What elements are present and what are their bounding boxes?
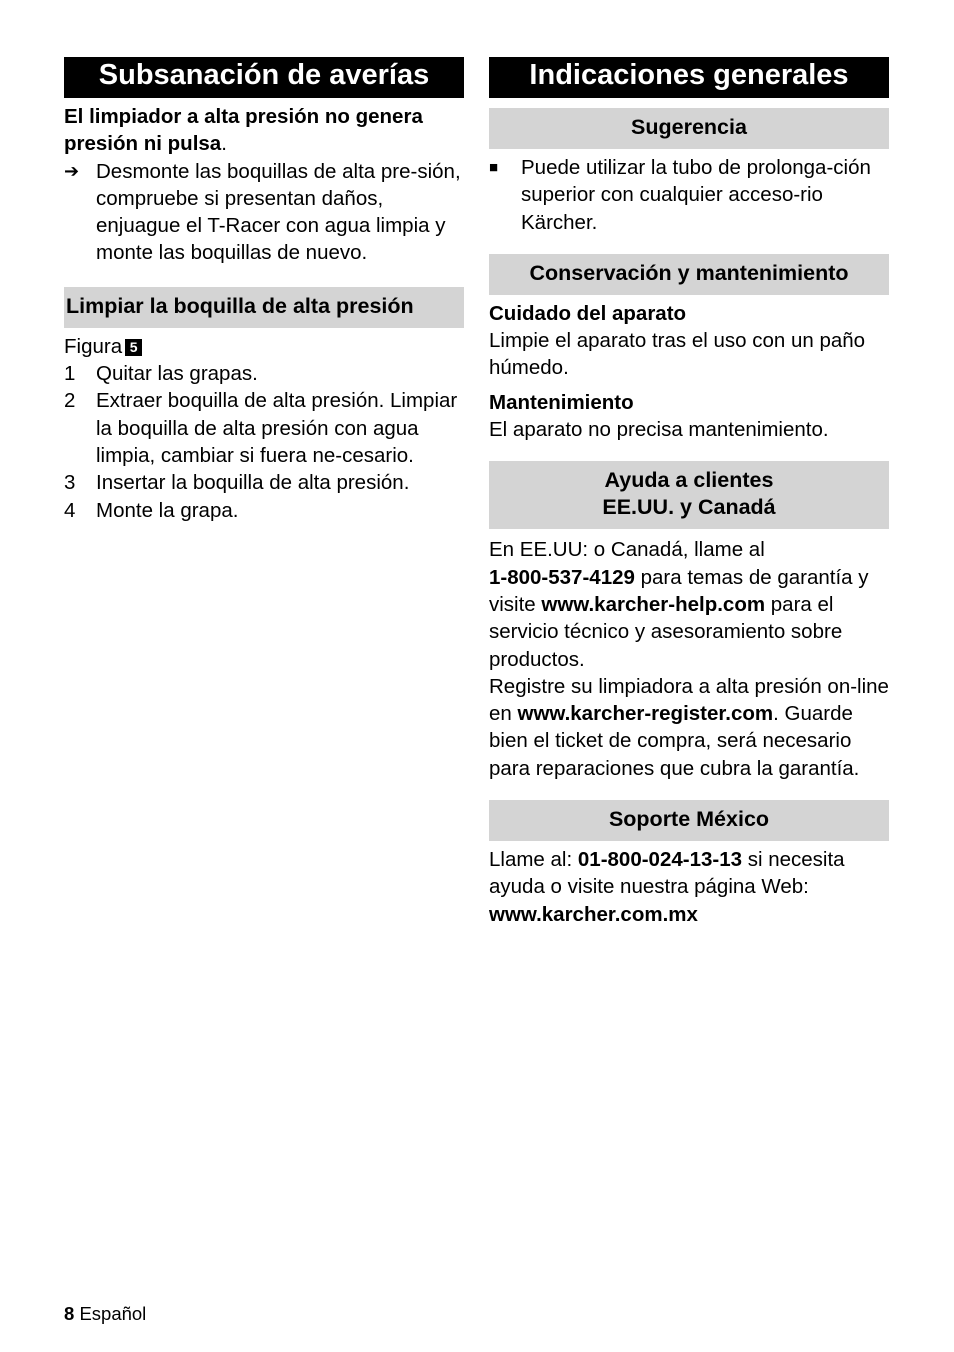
step-number: 1 bbox=[64, 362, 76, 386]
troubleshooting-title: Subsanación de averías bbox=[64, 57, 464, 98]
page-number: 8 bbox=[64, 1303, 75, 1324]
figure-label: Figura bbox=[64, 334, 123, 358]
language-label: Español bbox=[79, 1303, 147, 1324]
register-text-b: . Guarde bien el ticket de compra, será necesario para reparaciones que cubra la garantía. bbox=[489, 702, 860, 780]
device-care-heading: Cuidado del aparato bbox=[489, 301, 687, 325]
help-text-b: para temas de garantía y visite bbox=[489, 565, 869, 616]
mexico-website-link[interactable]: www.karcher.com.mx bbox=[489, 902, 698, 926]
device-care-text: Limpie el aparato tras el uso con un paño húmedo. bbox=[489, 329, 866, 380]
step-text: Quitar las grapas. bbox=[96, 362, 258, 386]
step-number: 2 bbox=[64, 389, 76, 413]
mx-text-b: si necesita ayuda o visite nuestra página Web: bbox=[489, 848, 845, 899]
step-1 bbox=[64, 360, 464, 387]
fault-remedy-text: Desmonte las boquillas de alta pre-sión, compruebe si presentan daños, enjuague el T-Racer con agua limpia y monte las boquillas de nuevo. bbox=[96, 159, 461, 265]
mx-text-a: Llame al: bbox=[489, 848, 578, 872]
step-text: Monte la grapa. bbox=[96, 498, 239, 522]
maintenance-text: El aparato no precisa mantenimiento. bbox=[489, 418, 829, 442]
tip-text: Puede utilizar la tubo de prolonga-ción superior con cualquier acceso-rio Kärcher. bbox=[521, 156, 871, 234]
step-text: Insertar la boquilla de alta presión. bbox=[96, 471, 410, 495]
step-4 bbox=[64, 497, 464, 524]
right-column bbox=[489, 57, 889, 928]
tip-title: Sugerencia bbox=[489, 108, 889, 149]
figure-number-badge: 5 bbox=[125, 339, 142, 356]
us-phone-number: 1-800-537-4129 bbox=[489, 565, 635, 589]
fault-heading: El limpiador a alta presión no genera presión ni pulsa bbox=[64, 105, 423, 156]
general-notes-title: Indicaciones generales bbox=[489, 57, 889, 98]
tip-item bbox=[489, 154, 889, 236]
help-text-a: En EE.UU: o Canadá, llame al bbox=[489, 538, 765, 562]
fault-heading-period: . bbox=[221, 132, 227, 156]
register-website-link[interactable]: www.karcher-register.com bbox=[517, 702, 774, 726]
fault-remedy bbox=[64, 158, 464, 267]
step-text: Extraer boquilla de alta presión. Limpiar la boquilla de alta presión con agua limpia, cambiar si fuera ne-cesario. bbox=[96, 389, 458, 467]
register-text-a: Registre su limpiadora a alta presión on-line en bbox=[489, 674, 889, 726]
registration-paragraph bbox=[489, 673, 889, 782]
page-footer bbox=[64, 1300, 146, 1327]
customer-help-title-line1: Ayuda a clientes bbox=[604, 468, 774, 493]
mexico-phone-number: 01-800-024-13-13 bbox=[577, 848, 743, 872]
bullet-square-icon: ■ bbox=[489, 159, 499, 176]
customer-help-paragraph bbox=[489, 536, 889, 672]
nozzle-cleaning-title: Limpiar la boquilla de alta presión bbox=[64, 287, 464, 328]
customer-help-title-line2: EE.UU. y Canadá bbox=[602, 495, 776, 520]
step-2 bbox=[64, 387, 464, 469]
mexico-support-paragraph bbox=[489, 846, 889, 928]
maintenance-heading: Mantenimiento bbox=[489, 390, 634, 414]
step-number: 4 bbox=[64, 498, 76, 522]
care-maintenance-title: Conservación y mantenimiento bbox=[489, 254, 889, 295]
fault-heading-line bbox=[64, 103, 464, 158]
mexico-support-title: Soporte México bbox=[489, 800, 889, 841]
help-website-link[interactable]: www.karcher-help.com bbox=[541, 592, 766, 616]
customer-help-title bbox=[489, 461, 889, 529]
step-number: 3 bbox=[64, 471, 76, 495]
figure-reference bbox=[64, 333, 464, 360]
help-text-c: para el servicio técnico y asesoramiento sobre productos. bbox=[489, 592, 843, 671]
step-3 bbox=[64, 469, 464, 496]
left-column bbox=[64, 57, 464, 524]
arrow-icon: ➔ bbox=[64, 160, 80, 181]
